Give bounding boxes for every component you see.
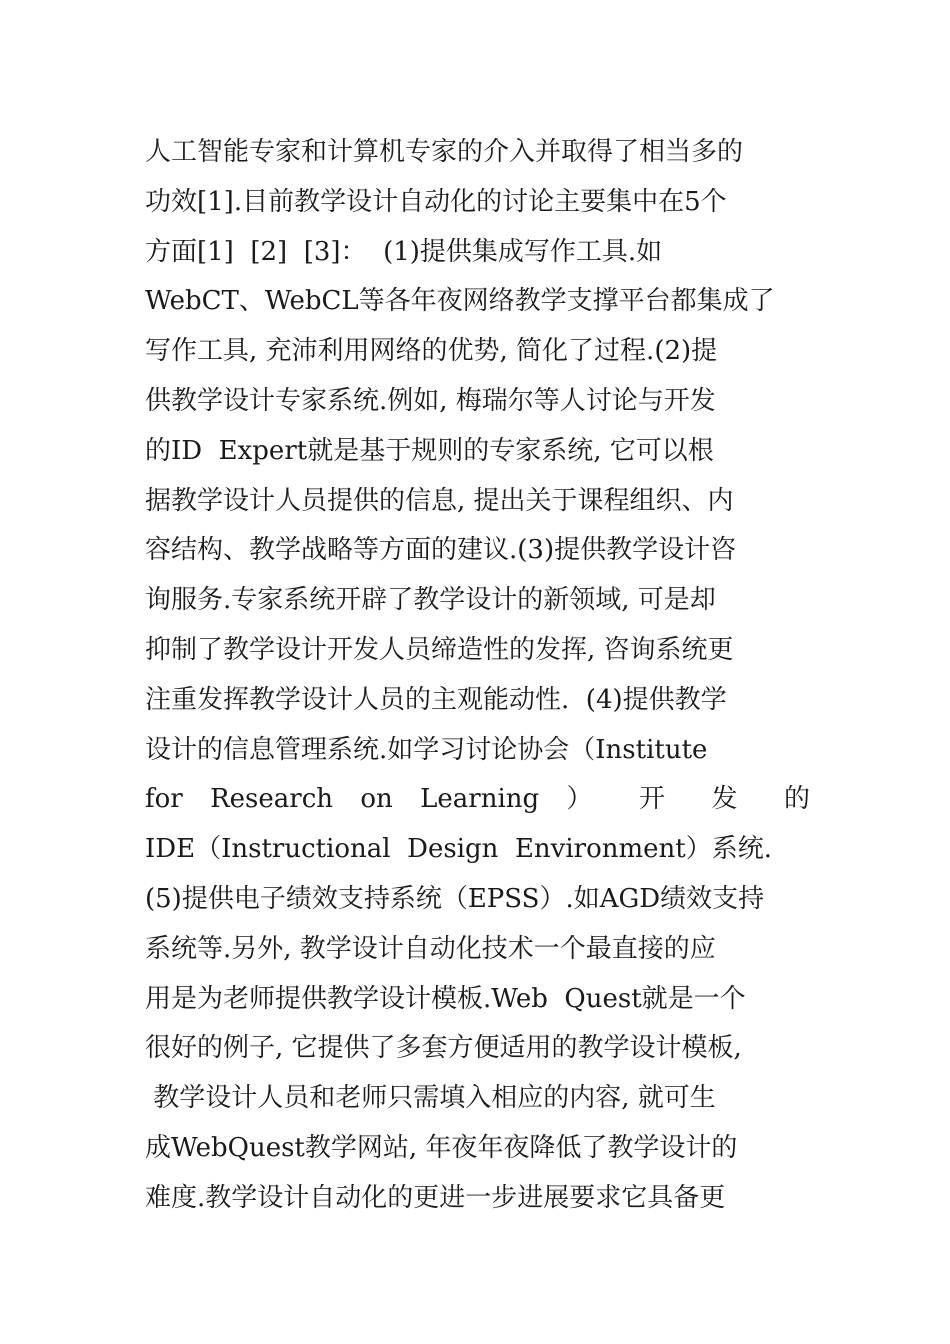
text-line-4: WebCT、WebCL等各年夜网络教学支撑平台都集成了 [145, 286, 775, 317]
text-line-5: 写作工具, 充沛利用网络的优势, 简化了过程.(2)提 [145, 336, 718, 367]
text-line-14: for Research on Learning ） 开 发 的 [145, 784, 810, 815]
text-line-9: 容结构、教学战略等方面的建议.(3)提供教学设计咨 [145, 535, 737, 566]
body-text [145, 128, 810, 1224]
text-line-8: 据教学设计人员提供的信息, 提出关于课程组织、内 [145, 485, 734, 516]
text-line-15: IDE（Instructional Design Environment）系统. [145, 834, 773, 865]
text-line-17: 系统等.另外, 教学设计自动化技术一个最直接的应 [145, 933, 716, 964]
text-line-2: 功效[1].目前教学设计自动化的讨论主要集中在5个 [145, 186, 727, 217]
text-line-18: 用是为老师提供教学设计模板.Web Quest就是一个 [145, 983, 746, 1014]
text-line-20: 教学设计人员和老师只需填入相应的内容, 就可生 [145, 1083, 716, 1114]
text-line-16: (5)提供电子绩效支持系统（EPSS）.如AGD绩效支持 [145, 883, 765, 914]
text-line-7: 的ID Expert就是基于规则的专家系统, 它可以根 [145, 435, 714, 466]
text-line-1: 人工智能专家和计算机专家的介入并取得了相当多的 [145, 137, 744, 167]
text-line-6: 供教学设计专家系统.例如, 梅瑞尔等人讨论与开发 [145, 385, 716, 416]
text-line-19: 很好的例子, 它提供了多套方便适用的教学设计模板, [145, 1033, 742, 1064]
text-line-13: 设计的信息管理系统.如学习讨论协会（Institute [145, 734, 708, 765]
text-line-11: 抑制了教学设计开发人员缔造性的发挥, 咨询系统更 [145, 634, 734, 665]
text-line-10: 询服务.专家系统开辟了教学设计的新领域, 可是却 [145, 585, 716, 616]
text-line-21: 成WebQuest教学网站, 年夜年夜降低了教学设计的 [145, 1132, 738, 1163]
text-line-22: 难度.教学设计自动化的更进一步进展要求它具备更 [145, 1182, 726, 1213]
text-line-3: 方面[1] [2] [3]： (1)提供集成写作工具.如 [145, 236, 663, 267]
text-line-12: 注重发挥教学设计人员的主观能动性. (4)提供教学 [145, 684, 727, 715]
